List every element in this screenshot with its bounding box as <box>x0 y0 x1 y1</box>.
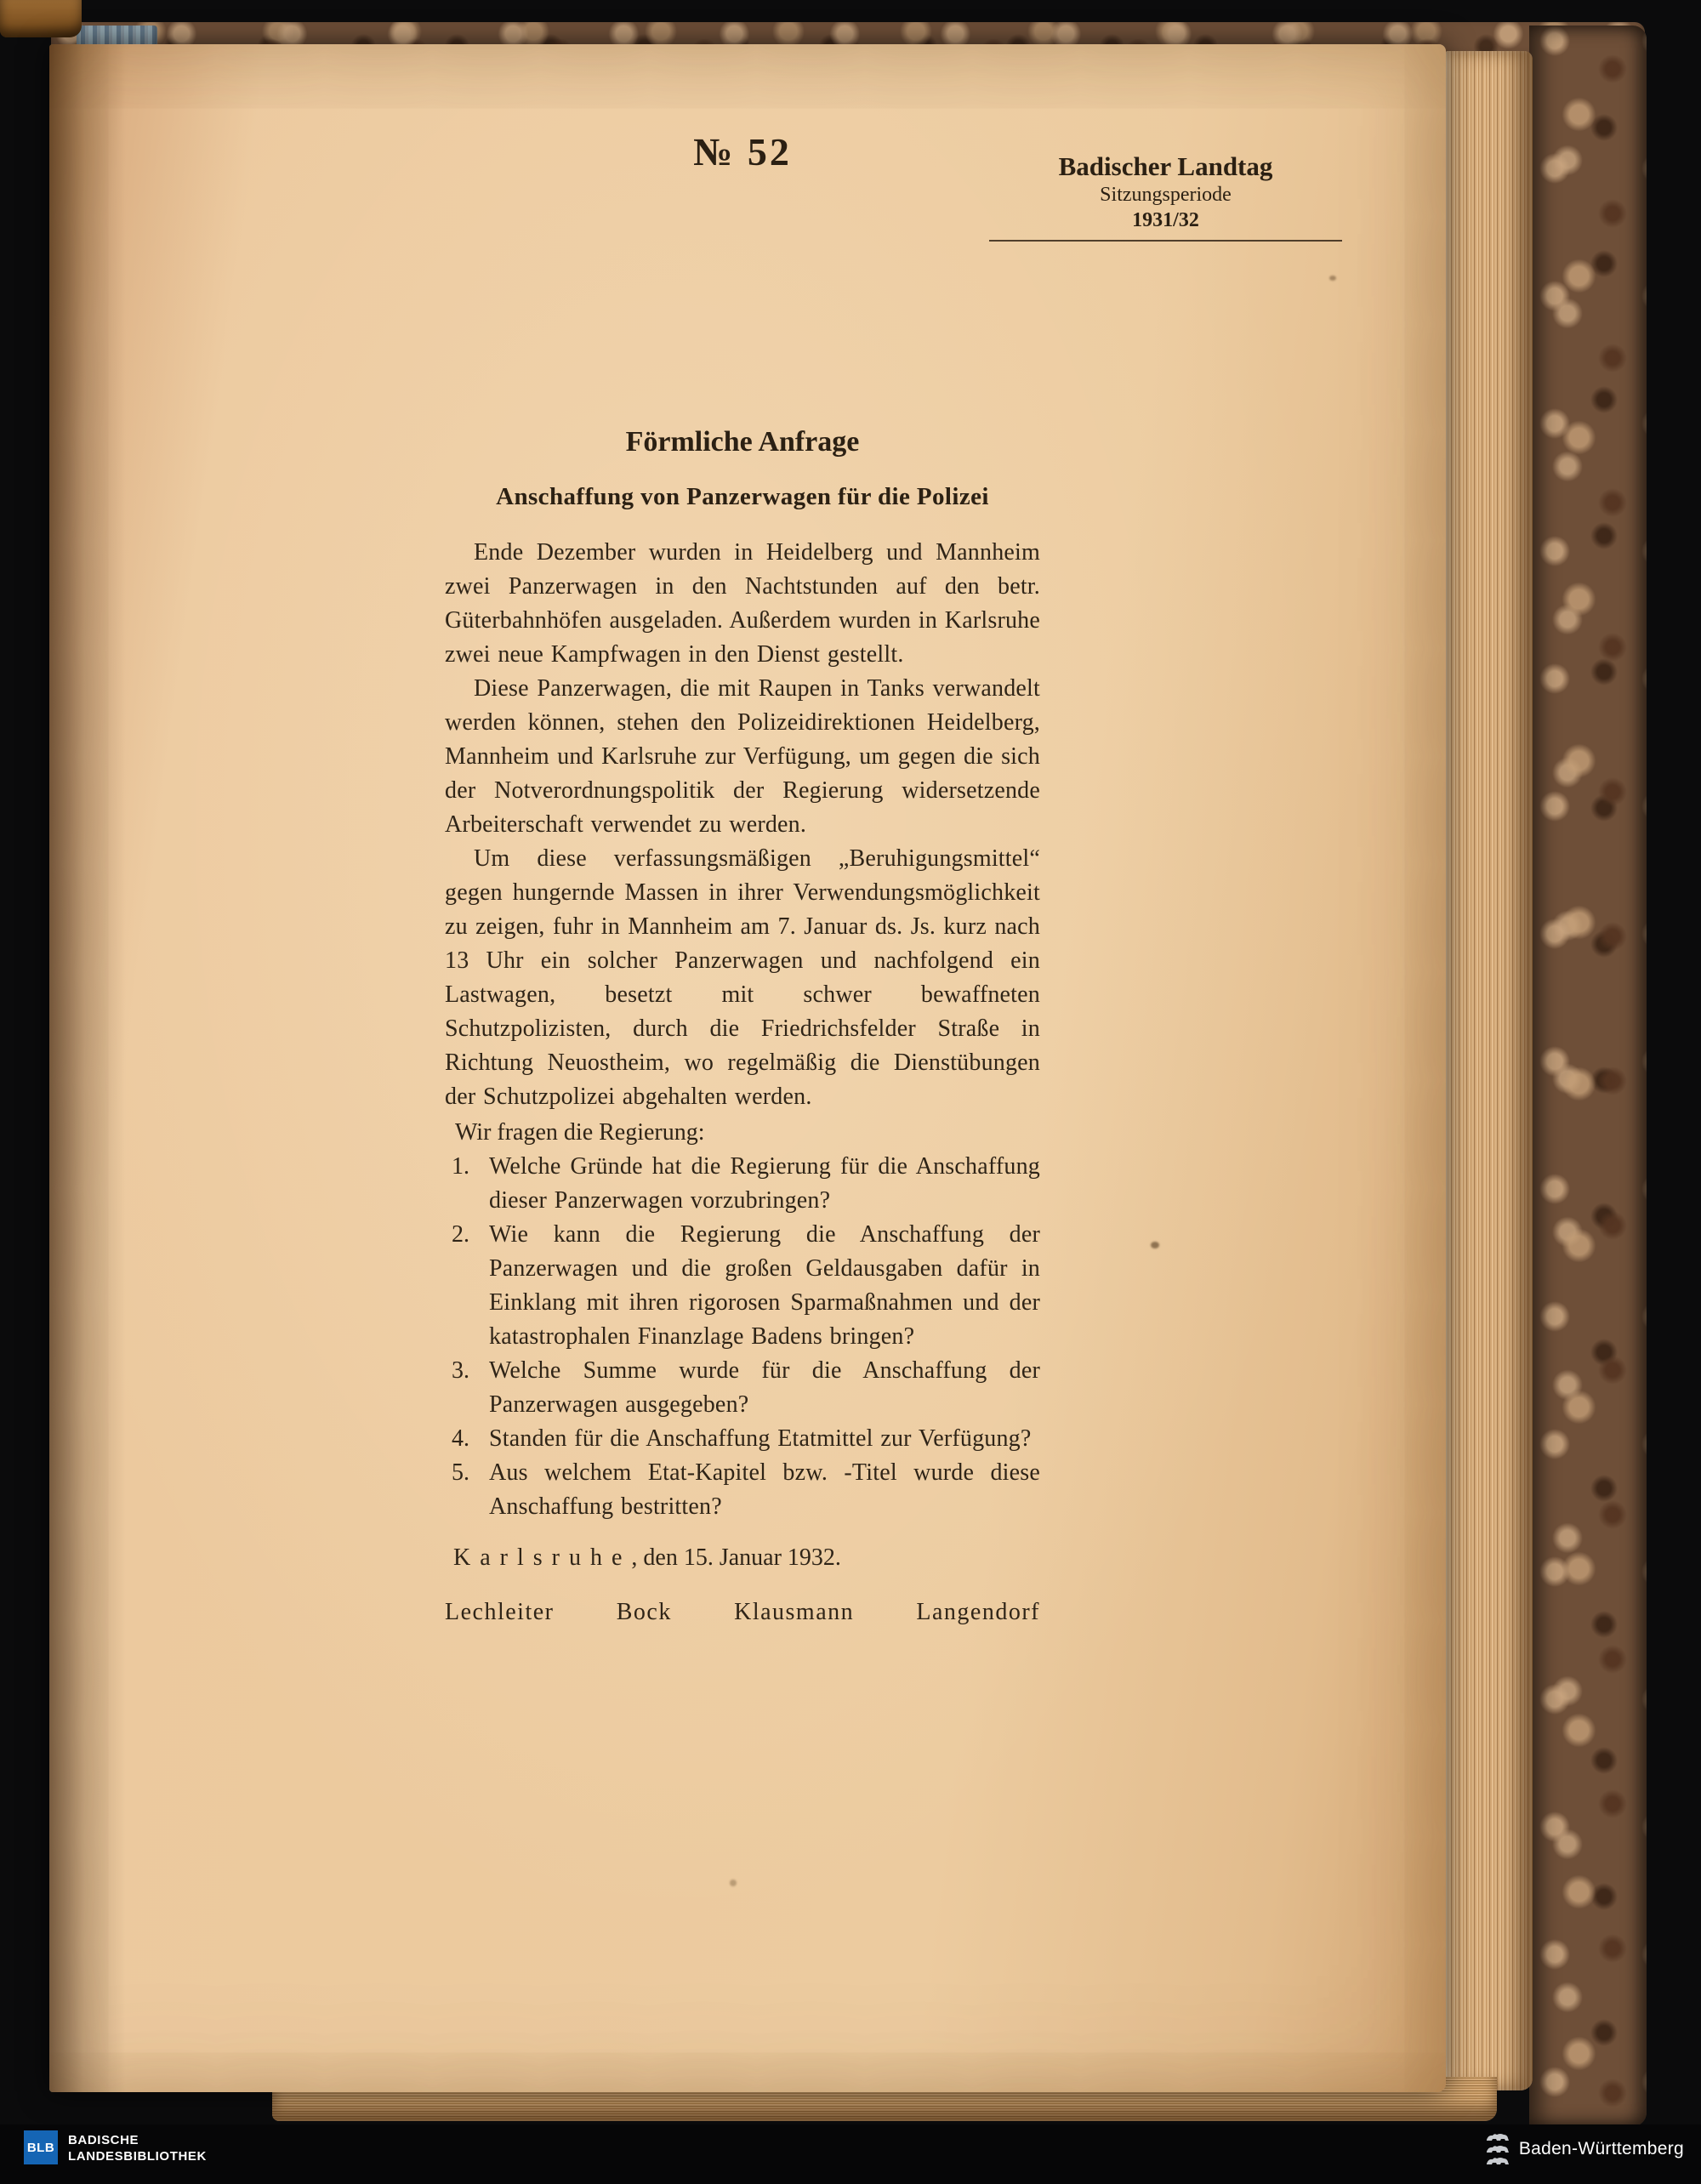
question-text: Aus welchem Etat-Kapitel bzw. -Titel wurde diese Anschaffung bestritten? <box>489 1459 1040 1520</box>
header-session-label: Sitzungsperiode <box>1100 184 1232 206</box>
paper-stain <box>730 1880 737 1886</box>
question-number: 2. <box>452 1221 469 1248</box>
page-fore-edge <box>1446 51 1533 2090</box>
viewer-footer-bar <box>0 2124 1701 2184</box>
question-intro: Wir fragen die Regierung: <box>455 1119 705 1146</box>
question-item <box>452 1354 1040 1422</box>
question-item <box>452 1218 1040 1354</box>
signature-name: Klausmann <box>734 1599 855 1625</box>
questions-list <box>445 1150 1040 1524</box>
baden-wuerttemberg-logo-group <box>1485 2131 1684 2167</box>
question-number: 4. <box>452 1425 469 1452</box>
blb-logo <box>24 2130 58 2164</box>
header-session-years: 1931/32 <box>1132 209 1199 231</box>
question-number: 5. <box>452 1459 469 1486</box>
question-text: Welche Gründe hat die Regierung für die Anschaffung dieser Panzerwagen vorzubringen? <box>489 1153 1040 1214</box>
document-body <box>445 425 1040 1629</box>
question-item <box>452 1422 1040 1456</box>
header-institution: Badischer Landtag <box>1058 151 1273 181</box>
paragraph: Ende Dezember wurden in Heidelberg und Mannheim zwei Panzerwagen in den Nachtstunden auf den betr. Güterbahnhöfen ausgeladen. Außerdem wurden in Karlsruhe zwei neue Kampfwagen in den Dienst gestellt. <box>445 539 1040 668</box>
document-title: Förmliche Anfrage <box>625 426 860 458</box>
dateline-rest: , den 15. Januar 1932. <box>631 1544 841 1571</box>
library-name-line1: BADISCHE <box>68 2133 139 2147</box>
library-name <box>68 2132 207 2164</box>
three-lions-icon <box>1485 2131 1510 2167</box>
document-number: № 52 <box>693 130 792 173</box>
question-text: Welche Summe wurde für die Anschaffung der Panzerwagen ausgegeben? <box>489 1357 1040 1418</box>
library-name-line2: LANDESBIBLIOTHEK <box>68 2149 207 2164</box>
paper-stain <box>1151 1242 1159 1248</box>
scanned-page <box>49 44 1446 2092</box>
header-rule <box>989 240 1342 242</box>
signature-name: Lechleiter <box>445 1599 555 1625</box>
paper-stain <box>1329 276 1336 281</box>
question-item <box>452 1456 1040 1524</box>
signature-name: Bock <box>616 1599 672 1625</box>
header-block <box>989 151 1342 242</box>
signature-name: Langendorf <box>916 1599 1040 1625</box>
paragraph: Um diese verfassungsmäßigen „Beruhigungsmittel“ gegen hungernde Massen in ihrer Verwendungsmöglichkeit zu zeigen, fuhr in Mannheim am 7. Januar ds. Js. kurz nach 13 Uhr ein solcher Panzerwagen und nachfolgend ein Lastwagen, besetzt mit schwer bewaffneten Schutzpolizisten, durch die Friedrichsfelder Straße in Richtung Neuostheim, wo regelmäßig die Dienstübungen der Schutzpolizei abgehalten werden. <box>445 845 1040 1110</box>
dateline <box>445 1541 1040 1575</box>
question-number: 1. <box>452 1153 469 1180</box>
question-text: Standen für die Anschaffung Etatmittel zur Verfügung? <box>489 1425 1032 1452</box>
leather-bookmark-tab <box>0 0 82 37</box>
baden-wuerttemberg-crest-icon <box>1485 2131 1510 2167</box>
document-subtitle: Anschaffung von Panzerwagen für die Polizei <box>496 483 989 510</box>
paragraph: Diese Panzerwagen, die mit Raupen in Tanks verwandelt werden können, stehen den Polizeidirektionen Heidelberg, Mannheim und Karlsruhe zur Verfügung, um gegen die sich der Notverordnungspolitik der Regierung widersetzende Arbeiterschaft verwendet zu werden. <box>445 675 1040 838</box>
page-content <box>49 44 1446 2092</box>
blb-logo-abbr: BLB <box>26 2140 55 2155</box>
signatures-row <box>445 1595 1040 1629</box>
question-item <box>452 1150 1040 1218</box>
question-number: 3. <box>452 1357 469 1384</box>
question-text: Wie kann die Regierung die Anschaffung der Panzerwagen und die großen Geldausgaben dafür in Einklang mit ihren rigorosen Sparmaßnahmen und der katastrophalen Finanzlage Badens bringen? <box>489 1221 1040 1350</box>
book-cover-right <box>1529 26 1647 2126</box>
baden-wuerttemberg-label: Baden-Württemberg <box>1518 2139 1684 2158</box>
dateline-city: Karlsruhe <box>453 1544 632 1571</box>
